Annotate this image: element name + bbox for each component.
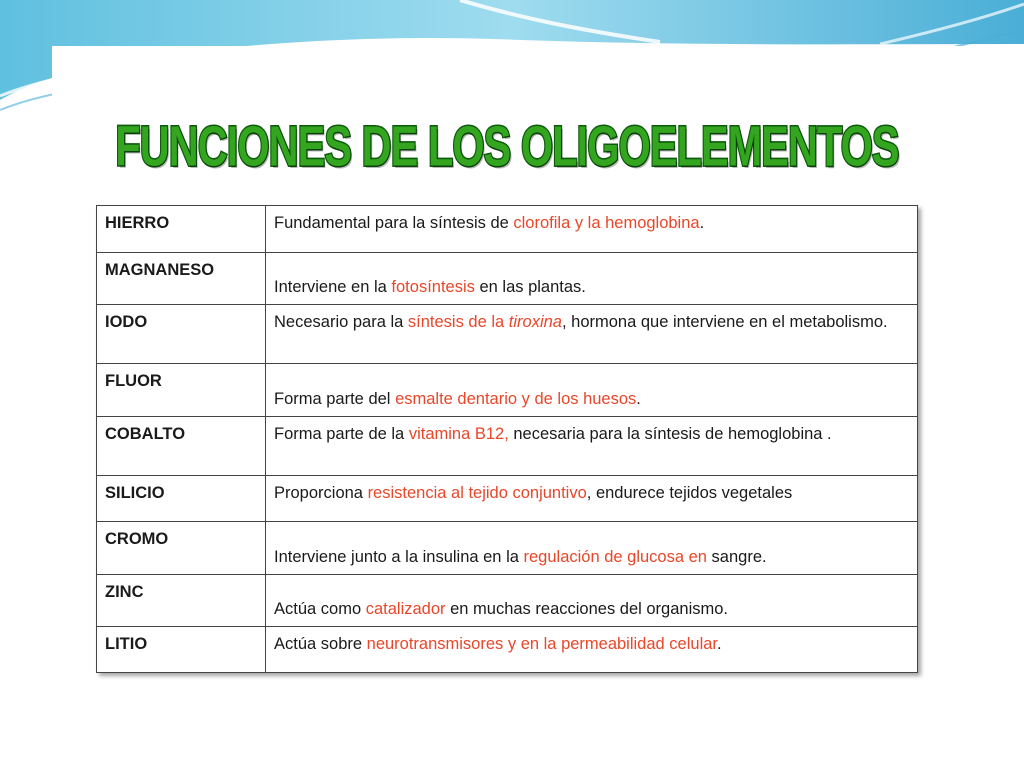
element-name: COBALTO [97, 417, 266, 476]
page-title: FUNCIONES DE LOS OLIGOELEMENTOS [115, 114, 899, 178]
element-function: Forma parte del esmalte dentario y de los huesos. [266, 364, 918, 417]
element-name: FLUOR [97, 364, 266, 417]
slide-content [52, 46, 962, 738]
table-row [97, 627, 918, 673]
element-function: Forma parte de la vitamina B12, necesaria para la síntesis de hemoglobina . [266, 417, 918, 476]
element-name: CROMO [97, 522, 266, 575]
element-name: HIERRO [97, 206, 266, 253]
table-row [97, 417, 918, 476]
element-function: Necesario para la síntesis de la tiroxina, hormona que interviene en el metabolismo. [266, 305, 918, 364]
element-name: LITIO [97, 627, 266, 673]
oligoelements-table [96, 205, 918, 673]
element-function: Proporciona resistencia al tejido conjuntivo, endurece tejidos vegetales [266, 476, 918, 522]
table-row [97, 575, 918, 627]
element-name: SILICIO [97, 476, 266, 522]
table-row [97, 364, 918, 417]
element-function: Actúa como catalizador en muchas reacciones del organismo. [266, 575, 918, 627]
element-name: IODO [97, 305, 266, 364]
table-row [97, 305, 918, 364]
table-row [97, 206, 918, 253]
table-row [97, 253, 918, 305]
element-function: Actúa sobre neurotransmisores y en la permeabilidad celular. [266, 627, 918, 673]
table-row [97, 476, 918, 522]
element-name: MAGNANESO [97, 253, 266, 305]
element-name: ZINC [97, 575, 266, 627]
element-function: Interviene en la fotosíntesis en las plantas. [266, 253, 918, 305]
element-function: Fundamental para la síntesis de clorofila y la hemoglobina. [266, 206, 918, 253]
table-container [96, 205, 918, 673]
table-row [97, 522, 918, 575]
element-function: Interviene junto a la insulina en la regulación de glucosa en sangre. [266, 522, 918, 575]
